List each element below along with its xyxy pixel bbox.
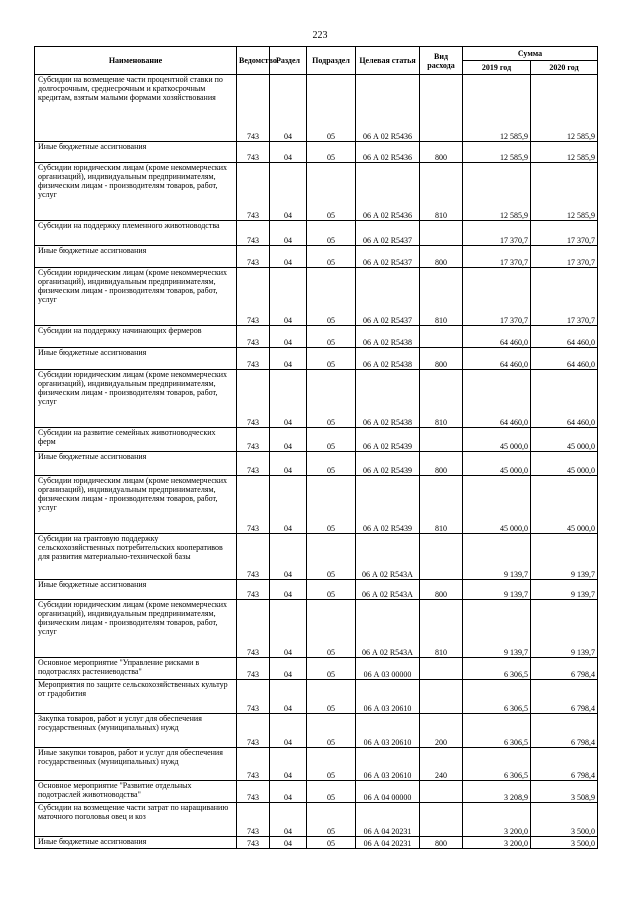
row-razdel: 04 <box>270 75 307 142</box>
row-sum-2020: 64 460,0 <box>531 348 598 370</box>
row-name: Субсидии на поддержку начинающих фермеров <box>35 326 237 348</box>
row-expense-type <box>420 326 463 348</box>
row-target-article: 06 А 02 R5436 <box>356 142 420 163</box>
row-sum-2020: 12 585,9 <box>531 163 598 221</box>
table-row <box>35 370 598 428</box>
row-sum-2019: 12 585,9 <box>463 75 531 142</box>
row-expense-type: 800 <box>420 452 463 476</box>
row-sum-2019: 9 139,7 <box>463 534 531 580</box>
row-podrazdel: 05 <box>307 142 356 163</box>
header-razdel: Раздел <box>270 47 307 75</box>
table-row <box>35 268 598 326</box>
table-row <box>35 680 598 714</box>
table-row <box>35 246 598 268</box>
table-body <box>35 75 598 849</box>
row-name: Субсидии юридическим лицам (кроме некоммерческих организаций), индивидуальным предпринимателям, физическим лицам - производителям товаров, работ, услуг <box>35 163 237 221</box>
row-podrazdel: 05 <box>307 268 356 326</box>
row-sum-2020: 17 370,7 <box>531 246 598 268</box>
row-sum-2019: 45 000,0 <box>463 428 531 452</box>
row-target-article: 06 А 02 R5437 <box>356 221 420 246</box>
row-expense-type: 810 <box>420 476 463 534</box>
row-sum-2019: 17 370,7 <box>463 246 531 268</box>
row-name: Мероприятия по защите сельскохозяйственных культур от градобития <box>35 680 237 714</box>
row-expense-type: 800 <box>420 246 463 268</box>
row-expense-type <box>420 428 463 452</box>
table-row <box>35 748 598 781</box>
row-target-article: 06 А 02 R5438 <box>356 348 420 370</box>
row-sum-2020: 64 460,0 <box>531 370 598 428</box>
row-target-article: 06 А 02 R5439 <box>356 428 420 452</box>
row-name: Иные закупки товаров, работ и услуг для обеспечения государственных (муниципальных) нужд <box>35 748 237 781</box>
row-vedom: 743 <box>237 163 270 221</box>
row-podrazdel: 05 <box>307 680 356 714</box>
row-expense-type: 800 <box>420 142 463 163</box>
row-target-article: 06 А 02 R5436 <box>356 163 420 221</box>
row-name: Основное мероприятие "Развитие отдельных подотраслей животноводства" <box>35 781 237 803</box>
row-name: Субсидии на грантовую поддержку сельскохозяйственных потребительских кооперативов для развития материально-технической базы <box>35 534 237 580</box>
row-sum-2020: 6 798,4 <box>531 748 598 781</box>
row-sum-2019: 3 200,0 <box>463 803 531 837</box>
row-sum-2020: 6 798,4 <box>531 714 598 748</box>
budget-table <box>34 46 598 849</box>
row-name: Субсидии на поддержку племенного животноводства <box>35 221 237 246</box>
row-vedom: 743 <box>237 348 270 370</box>
row-razdel: 04 <box>270 803 307 837</box>
table-row <box>35 476 598 534</box>
header-year-2019: 2019 год <box>463 61 531 75</box>
row-sum-2019: 45 000,0 <box>463 452 531 476</box>
row-vedom: 743 <box>237 476 270 534</box>
row-sum-2020: 45 000,0 <box>531 476 598 534</box>
row-vedom: 743 <box>237 781 270 803</box>
row-sum-2020: 64 460,0 <box>531 326 598 348</box>
row-vedom: 743 <box>237 803 270 837</box>
row-expense-type: 810 <box>420 600 463 658</box>
row-razdel: 04 <box>270 326 307 348</box>
row-expense-type: 810 <box>420 370 463 428</box>
row-target-article: 06 А 02 R5438 <box>356 326 420 348</box>
row-razdel: 04 <box>270 580 307 600</box>
row-target-article: 06 А 02 R543А <box>356 534 420 580</box>
row-name: Закупка товаров, работ и услуг для обеспечения государственных (муниципальных) нужд <box>35 714 237 748</box>
row-expense-type: 810 <box>420 163 463 221</box>
row-razdel: 04 <box>270 268 307 326</box>
row-name: Иные бюджетные ассигнования <box>35 348 237 370</box>
row-sum-2019: 6 306,5 <box>463 680 531 714</box>
table-row <box>35 428 598 452</box>
row-razdel: 04 <box>270 142 307 163</box>
row-podrazdel: 05 <box>307 163 356 221</box>
row-podrazdel: 05 <box>307 803 356 837</box>
row-target-article: 06 А 03 00000 <box>356 658 420 680</box>
row-podrazdel: 05 <box>307 781 356 803</box>
row-sum-2019: 6 306,5 <box>463 748 531 781</box>
header-podrazdel: Подраздел <box>307 47 356 75</box>
row-target-article: 06 А 02 R5439 <box>356 452 420 476</box>
row-name: Субсидии на возмещение части затрат по наращиванию маточного поголовья овец и коз <box>35 803 237 837</box>
row-razdel: 04 <box>270 452 307 476</box>
row-vedom: 743 <box>237 580 270 600</box>
row-sum-2019: 3 208,9 <box>463 781 531 803</box>
row-razdel: 04 <box>270 600 307 658</box>
row-sum-2020: 45 000,0 <box>531 452 598 476</box>
row-sum-2020: 45 000,0 <box>531 428 598 452</box>
row-podrazdel: 05 <box>307 75 356 142</box>
row-vedom: 743 <box>237 658 270 680</box>
table-row <box>35 580 598 600</box>
table-row <box>35 326 598 348</box>
row-razdel: 04 <box>270 246 307 268</box>
table-row <box>35 221 598 246</box>
row-sum-2020: 9 139,7 <box>531 600 598 658</box>
table-row <box>35 142 598 163</box>
row-podrazdel: 05 <box>307 428 356 452</box>
row-sum-2019: 45 000,0 <box>463 476 531 534</box>
table-row <box>35 803 598 837</box>
header-expense-type: Вид расхода <box>420 47 463 75</box>
row-vedom: 743 <box>237 452 270 476</box>
row-target-article: 06 А 02 R5436 <box>356 75 420 142</box>
row-expense-type <box>420 221 463 246</box>
row-vedom: 743 <box>237 142 270 163</box>
row-vedom: 743 <box>237 837 270 849</box>
table-row <box>35 75 598 142</box>
row-name: Иные бюджетные ассигнования <box>35 142 237 163</box>
row-target-article: 06 А 02 R5437 <box>356 246 420 268</box>
row-razdel: 04 <box>270 476 307 534</box>
row-podrazdel: 05 <box>307 580 356 600</box>
row-vedom: 743 <box>237 534 270 580</box>
row-podrazdel: 05 <box>307 600 356 658</box>
row-name: Иные бюджетные ассигнования <box>35 580 237 600</box>
row-vedom: 743 <box>237 75 270 142</box>
row-target-article: 06 А 02 R5438 <box>356 370 420 428</box>
row-name: Основное мероприятие "Управление рисками в подотраслях растениеводства" <box>35 658 237 680</box>
row-expense-type <box>420 680 463 714</box>
row-expense-type <box>420 781 463 803</box>
row-razdel: 04 <box>270 781 307 803</box>
header-sum: Сумма <box>463 47 598 61</box>
row-target-article: 06 А 03 20610 <box>356 714 420 748</box>
row-razdel: 04 <box>270 221 307 246</box>
row-razdel: 04 <box>270 658 307 680</box>
row-podrazdel: 05 <box>307 370 356 428</box>
row-razdel: 04 <box>270 714 307 748</box>
row-expense-type: 810 <box>420 268 463 326</box>
row-target-article: 06 А 02 R5439 <box>356 476 420 534</box>
row-razdel: 04 <box>270 163 307 221</box>
row-podrazdel: 05 <box>307 246 356 268</box>
row-target-article: 06 А 04 00000 <box>356 781 420 803</box>
row-sum-2019: 17 370,7 <box>463 221 531 246</box>
row-vedom: 743 <box>237 428 270 452</box>
row-expense-type <box>420 803 463 837</box>
row-sum-2020: 17 370,7 <box>531 221 598 246</box>
row-sum-2019: 12 585,9 <box>463 163 531 221</box>
row-vedom: 743 <box>237 714 270 748</box>
row-sum-2019: 12 585,9 <box>463 142 531 163</box>
row-podrazdel: 05 <box>307 714 356 748</box>
row-razdel: 04 <box>270 534 307 580</box>
row-podrazdel: 05 <box>307 452 356 476</box>
row-sum-2020: 6 798,4 <box>531 658 598 680</box>
row-name: Иные бюджетные ассигнования <box>35 246 237 268</box>
row-name: Субсидии юридическим лицам (кроме некоммерческих организаций), индивидуальным предпринимателям, физическим лицам - производителям товаров, работ, услуг <box>35 370 237 428</box>
row-target-article: 06 А 02 R543А <box>356 580 420 600</box>
table-row <box>35 837 598 849</box>
row-razdel: 04 <box>270 428 307 452</box>
table-row <box>35 452 598 476</box>
table-row <box>35 534 598 580</box>
row-vedom: 743 <box>237 748 270 781</box>
row-vedom: 743 <box>237 268 270 326</box>
row-expense-type: 240 <box>420 748 463 781</box>
row-sum-2019: 17 370,7 <box>463 268 531 326</box>
row-sum-2019: 6 306,5 <box>463 714 531 748</box>
row-name: Субсидии на возмещение части процентной ставки по долгосрочным, среднесрочным и краткосрочным кредитам, взятым малыми формами хозяйствования <box>35 75 237 142</box>
row-vedom: 743 <box>237 370 270 428</box>
row-sum-2020: 3 500,0 <box>531 837 598 849</box>
row-podrazdel: 05 <box>307 476 356 534</box>
row-name: Субсидии юридическим лицам (кроме некоммерческих организаций), индивидуальным предпринимателям, физическим лицам - производителям товаров, работ, услуг <box>35 268 237 326</box>
row-sum-2019: 9 139,7 <box>463 600 531 658</box>
row-sum-2019: 6 306,5 <box>463 658 531 680</box>
row-podrazdel: 05 <box>307 221 356 246</box>
row-target-article: 06 А 02 R5437 <box>356 268 420 326</box>
row-target-article: 06 А 02 R543А <box>356 600 420 658</box>
row-sum-2020: 3 500,0 <box>531 803 598 837</box>
row-razdel: 04 <box>270 837 307 849</box>
row-sum-2019: 3 200,0 <box>463 837 531 849</box>
row-razdel: 04 <box>270 348 307 370</box>
row-razdel: 04 <box>270 748 307 781</box>
row-sum-2020: 9 139,7 <box>531 580 598 600</box>
table-row <box>35 781 598 803</box>
row-vedom: 743 <box>237 246 270 268</box>
table-row <box>35 714 598 748</box>
row-expense-type: 800 <box>420 348 463 370</box>
row-vedom: 743 <box>237 680 270 714</box>
header-target-article: Целевая статья <box>356 47 420 75</box>
row-sum-2020: 12 585,9 <box>531 75 598 142</box>
row-expense-type: 800 <box>420 837 463 849</box>
row-podrazdel: 05 <box>307 348 356 370</box>
row-razdel: 04 <box>270 370 307 428</box>
header-year-2020: 2020 год <box>531 61 598 75</box>
row-name: Иные бюджетные ассигнования <box>35 452 237 476</box>
row-expense-type: 200 <box>420 714 463 748</box>
row-razdel: 04 <box>270 680 307 714</box>
row-expense-type <box>420 534 463 580</box>
row-podrazdel: 05 <box>307 837 356 849</box>
row-sum-2020: 12 585,9 <box>531 142 598 163</box>
row-podrazdel: 05 <box>307 748 356 781</box>
row-sum-2019: 64 460,0 <box>463 370 531 428</box>
header-vedom: Ведомство <box>237 47 270 75</box>
row-podrazdel: 05 <box>307 326 356 348</box>
row-podrazdel: 05 <box>307 658 356 680</box>
row-sum-2020: 6 798,4 <box>531 680 598 714</box>
table-row <box>35 163 598 221</box>
row-target-article: 06 А 03 20610 <box>356 680 420 714</box>
row-target-article: 06 А 03 20610 <box>356 748 420 781</box>
row-expense-type: 800 <box>420 580 463 600</box>
row-vedom: 743 <box>237 326 270 348</box>
row-expense-type <box>420 658 463 680</box>
table-row <box>35 658 598 680</box>
row-name: Субсидии юридическим лицам (кроме некоммерческих организаций), индивидуальным предпринимателям, физическим лицам - производителям товаров, работ, услуг <box>35 476 237 534</box>
row-expense-type <box>420 75 463 142</box>
row-sum-2020: 9 139,7 <box>531 534 598 580</box>
row-sum-2019: 9 139,7 <box>463 580 531 600</box>
row-target-article: 06 А 04 20231 <box>356 803 420 837</box>
row-sum-2020: 3 508,9 <box>531 781 598 803</box>
row-target-article: 06 А 04 20231 <box>356 837 420 849</box>
row-sum-2019: 64 460,0 <box>463 326 531 348</box>
row-sum-2019: 64 460,0 <box>463 348 531 370</box>
header-name: Наименование <box>35 47 237 75</box>
row-vedom: 743 <box>237 600 270 658</box>
table-row <box>35 600 598 658</box>
row-name: Иные бюджетные ассигнования <box>35 837 237 849</box>
row-podrazdel: 05 <box>307 534 356 580</box>
table-row <box>35 348 598 370</box>
row-name: Субсидии юридическим лицам (кроме некоммерческих организаций), индивидуальным предпринимателям, физическим лицам - производителям товаров, работ, услуг <box>35 600 237 658</box>
row-name: Субсидии на развитие семейных животноводческих ферм <box>35 428 237 452</box>
page-number: 223 <box>312 30 328 41</box>
row-sum-2020: 17 370,7 <box>531 268 598 326</box>
row-vedom: 743 <box>237 221 270 246</box>
